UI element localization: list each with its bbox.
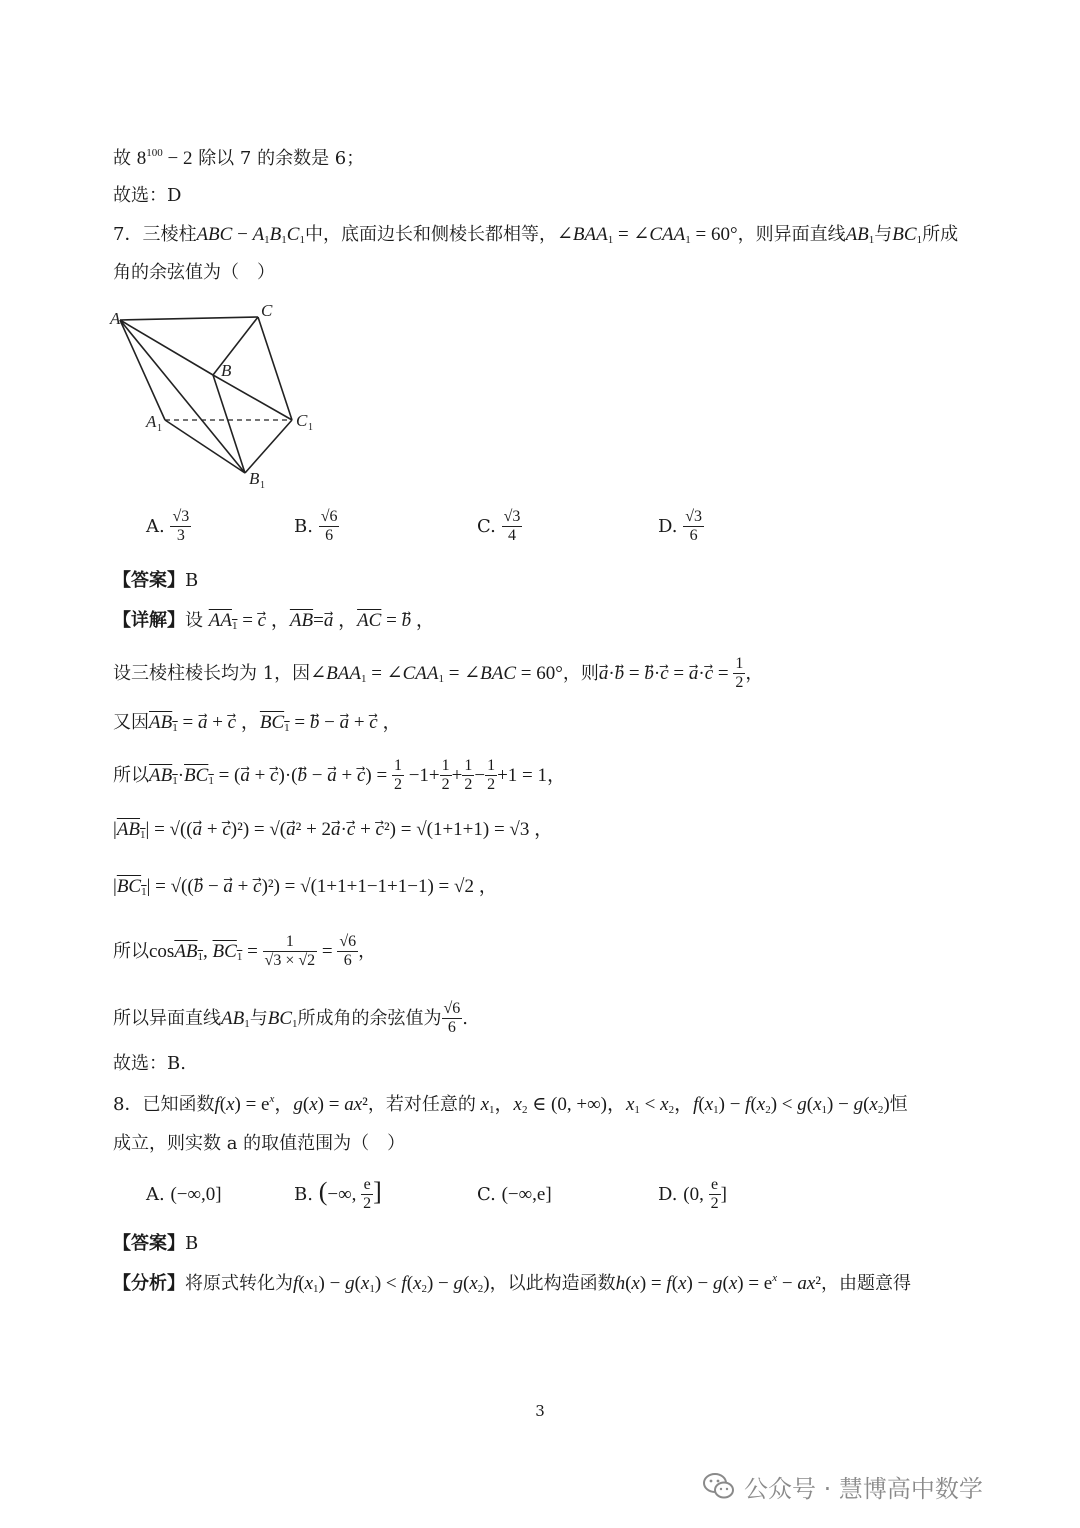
label-A1-sub: 1 — [157, 423, 162, 434]
answer-8: 【答案】B — [113, 1233, 199, 1254]
option-7c: C. $\frac{√3}{4}$ — [477, 508, 521, 545]
detail-line2: 设三棱柱棱长均为 1，因$\angle BAA_1$ = $\angle CAA_1$ = ∠BAC = 60°，则a⃗·b⃗ = b⃗·c⃗ = a⃗·c⃗ = $\frac{1}{2}$ ， — [113, 655, 764, 692]
wechat-icon — [702, 1471, 736, 1501]
label-B1: B — [249, 469, 260, 488]
page-number: 3 — [535, 1402, 545, 1420]
option-7d: D. $\frac{√3}{6}$ — [658, 508, 703, 545]
watermark-text: 公众号 · 慧博高中数学 — [744, 1474, 983, 1503]
option-8d: D. (0, $\frac{e}{2}$ ] — [658, 1176, 727, 1213]
question-7: 7．三棱柱ABC − $A_1B_1C_1$中，底面边长和侧棱长都相等，$\angle BAA_1$ = $\angle CAA_1 = 60^\circ$，则异面直线$AB_1$与$BC_1$所成 — [113, 224, 959, 246]
option-7b: B. $\frac{√6}{6}$ — [294, 508, 338, 545]
option-8a: A. (−∞,0] — [146, 1184, 222, 1205]
question-8: 8．已知函数$f(x) = e^x$，g(x) = ax²，若对任意的 $x_1$，$x_2$ ∈ (0, +∞)，$x_1 < x_2$，$f(x_1) - f(x_2) < g(x_1) - g(x_2)$恒 — [113, 1093, 908, 1116]
analysis-8: 【分析】将原式转化为$f(x_1) - g(x_1) < f(x_2) - g(x_2)$，以此构造函数$h(x) = f(x) - g(x) = e^x - ax^2$，由题意得 — [113, 1272, 911, 1295]
label-B: B — [221, 361, 232, 380]
label-B1-sub: 1 — [260, 480, 265, 491]
question-8-line2: 成立，则实数 a 的取值范围为（ ） — [113, 1133, 406, 1154]
answer-7: 【答案】B — [113, 570, 199, 591]
label-C1-sub: 1 — [308, 422, 313, 433]
option-8b: B. (−∞, $\frac{e}{2}$ ] — [294, 1176, 382, 1213]
detail-line3: 又因$AB_1$ = a⃗ + c⃗ ，$BC_1$ = b⃗ − a⃗ + c⃗ ， — [113, 712, 402, 734]
label-C: C — [261, 301, 273, 320]
label-C1: C — [296, 411, 308, 430]
detail-line9: 故选：B. — [113, 1053, 186, 1074]
option-7a: A. $\frac{√3}{3}$ — [146, 508, 190, 545]
watermark — [702, 1468, 983, 1504]
prism-diagram — [108, 300, 338, 495]
line-choice-d: 故选：D — [113, 185, 182, 206]
label-A: A — [110, 309, 121, 328]
line-remainder: 故 $8^{100} - 2$ 除以 7 的余数是 6； — [113, 147, 365, 169]
detail-line4: 所以$AB_1\cdot BC_1$ = (a⃗ + c⃗)·(b⃗ − a⃗ + c⃗) = $\frac{1}{2}$ −1+ $\frac{1}{2}$ + $\frac{1}{2}$ − $\frac{1}{2}$ +1 = 1， — [113, 757, 566, 794]
option-8c: C. (−∞,e] — [477, 1184, 552, 1205]
question-7-line2: 角的余弦值为（ ） — [113, 262, 275, 283]
detail-line5: $|AB_1|$ = √((a⃗ + c⃗)²) = √(a⃗² + 2a⃗·c⃗ + c⃗²) = √(1+1+1) = √3 ， — [113, 819, 554, 841]
detail-line1: 【详解】设 $AA_1$ = c⃗ ，$\overline{AB}=a⃗$ ，$\overline{AC}$ = b⃗ ， — [113, 610, 435, 632]
detail-line8: 所以异面直线$AB_1$与$BC_1$所成角的余弦值为 $\frac{√6}{6}$ . — [113, 1000, 469, 1037]
detail-line7: 所以cosAB$_1$, $BC_1$ = $\frac{1}{√3 \times √2}$ = $\frac{√6}{6}$ ， — [113, 933, 377, 970]
detail-line6: $|BC_1|$ = √((b⃗ − a⃗ + c⃗)²) = √(1+1+1−1+1−1) = √2 ， — [113, 876, 498, 898]
label-A1: A — [146, 412, 157, 431]
